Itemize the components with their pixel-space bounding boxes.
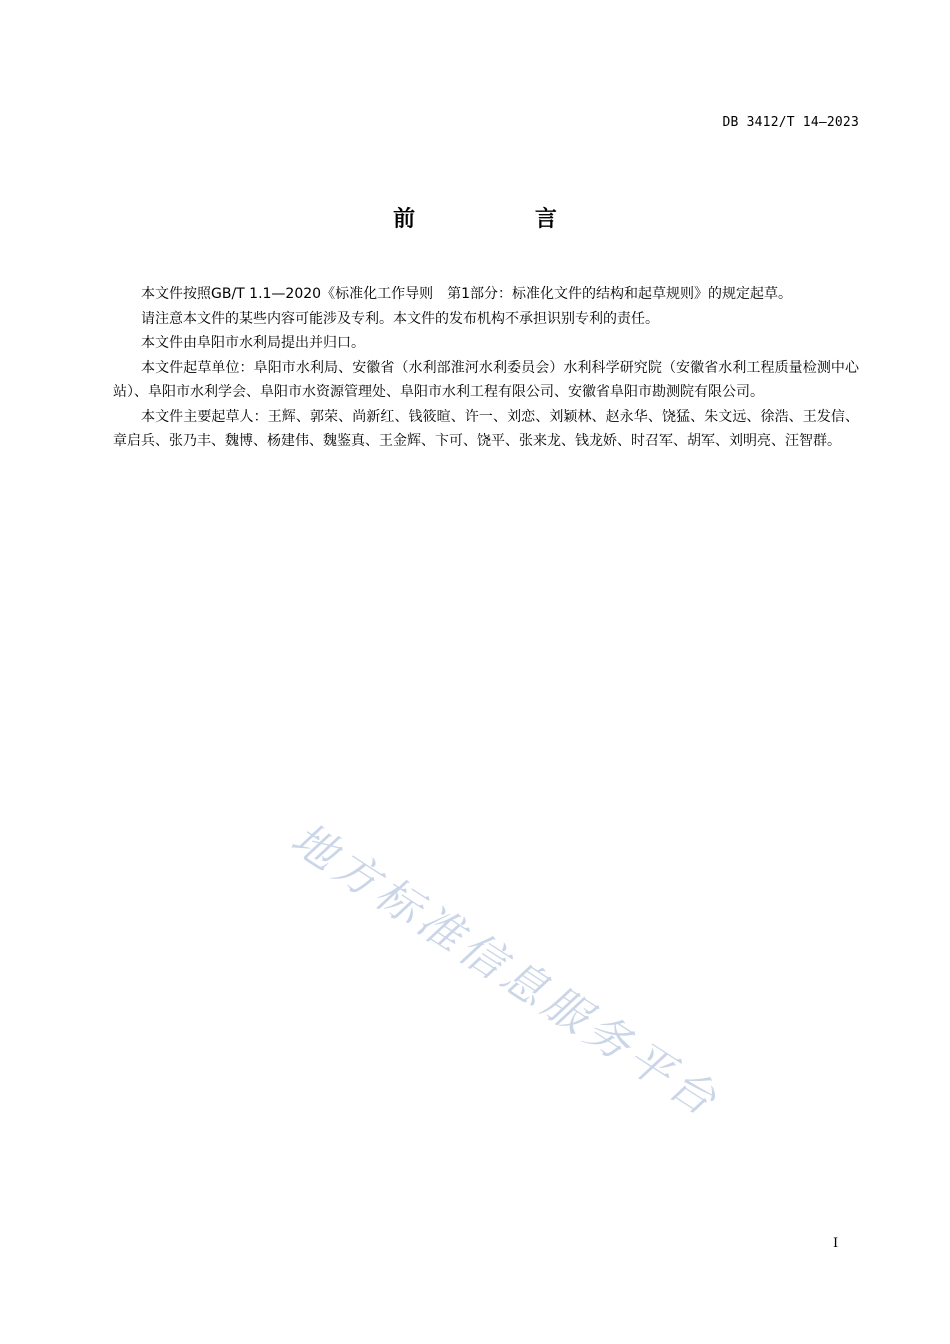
page-title: 前 言	[393, 207, 613, 232]
paragraph-patent-notice: 请注意本文件的某些内容可能涉及专利。本文件的发布机构不承担识别专利的责任。	[141, 310, 659, 327]
paragraph-drafters: 本文件主要起草人：王辉、郭荣、尚新红、钱筱暄、许一、刘恋、刘颖林、赵永华、饶猛、朱文远、徐浩、王发信、章启兵、张乃丰、魏博、杨建伟、魏鉴真、王金辉、卞可、饶平、张来龙、钱龙娇、时召军、胡军、刘明亮、汪智群。	[113, 408, 859, 449]
page-number: I	[833, 1236, 839, 1251]
paragraph-drafting-units: 本文件起草单位：阜阳市水利局、安徽省（水利部淮河水利委员会）水利科学研究院（安徽省水利工程质量检测中心站）、阜阳市水利学会、阜阳市水资源管理处、阜阳市水利工程有限公司、安徽省阜阳市勘测院有限公司。	[113, 359, 859, 400]
preface-body	[113, 282, 859, 454]
paragraph-proposer: 本文件由阜阳市水利局提出并归口。	[141, 335, 365, 351]
watermark: 地方标准信息服务平台	[281, 813, 730, 1129]
document-code: DB 3412/T 14—2023	[722, 115, 859, 130]
paragraph-drafting-basis: 本文件按照GB/T 1.1—2020《标准化工作导则 第1部分：标准化文件的结构和起草规则》的规定起草。	[141, 286, 792, 302]
